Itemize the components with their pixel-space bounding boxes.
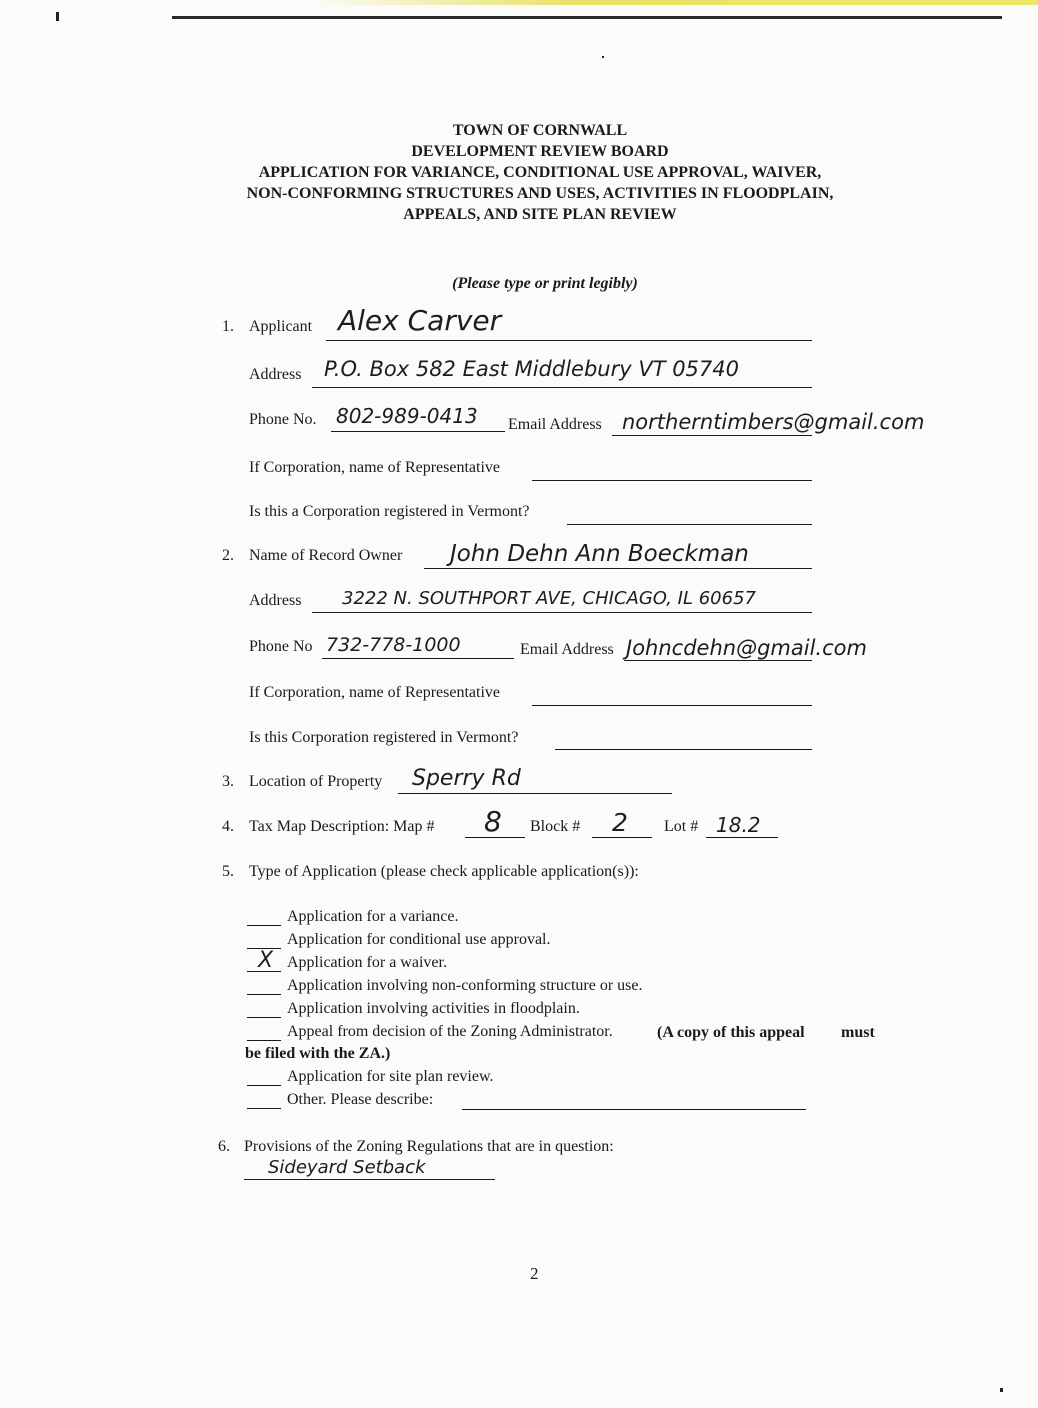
owner-corp-vt-label: Is this Corporation registered in Vermont? (249, 729, 519, 746)
option-conditional-use: Application for conditional use approval. (287, 931, 551, 948)
item-number: 6. (218, 1138, 230, 1155)
lot-label: Lot # (664, 818, 699, 835)
applicant-address-field[interactable] (312, 387, 812, 388)
appeal-note-cont: be filed with the ZA.) (245, 1045, 391, 1062)
taxmap-label: Tax Map Description: Map # (249, 818, 435, 835)
header-title-1: APPLICATION FOR VARIANCE, CONDITIONAL USE APPROVAL, WAIVER, (258, 164, 822, 181)
lot-number-value: 18.2 (716, 813, 761, 837)
owner-value: John Dehn Ann Boeckman (450, 541, 749, 567)
applicant-label: Applicant (249, 318, 313, 335)
location-value: Sperry Rd (412, 766, 521, 791)
appeal-note-must: must (841, 1024, 875, 1041)
applicant-corp-rep-label: If Corporation, name of Representative (249, 459, 501, 476)
applicant-address-value: P.O. Box 582 East Middlebury VT 05740 (324, 357, 739, 381)
checkbox-variance[interactable] (247, 925, 281, 926)
option-waiver: Application for a waiver. (287, 954, 447, 971)
location-field[interactable] (398, 793, 672, 794)
appeal-note: (A copy of this appeal (657, 1024, 805, 1041)
owner-address-label: Address (249, 592, 302, 609)
header-title-2: NON-CONFORMING STRUCTURES AND USES, ACTIVITIES IN FLOODPLAIN, (246, 185, 834, 202)
provisions-value: Sideyard Setback (268, 1157, 426, 1178)
option-floodplain: Application involving activities in floodplain. (287, 1000, 580, 1017)
owner-field[interactable] (424, 568, 812, 569)
scan-speck (602, 56, 604, 58)
item-number: 5. (222, 863, 234, 880)
owner-phone-label: Phone No (249, 638, 313, 655)
applicant-email-label: Email Address (508, 416, 602, 433)
option-variance: Application for a variance. (287, 908, 459, 925)
header-board: DEVELOPMENT REVIEW BOARD (411, 143, 669, 160)
header-title-3: APPEALS, AND SITE PLAN REVIEW (403, 206, 677, 223)
option-site-plan: Application for site plan review. (287, 1068, 494, 1085)
option-appeal: Appeal from decision of the Zoning Administrator. (287, 1023, 613, 1040)
option-non-conforming: Application involving non-conforming structure or use. (287, 977, 643, 994)
owner-label: Name of Record Owner (249, 547, 403, 564)
owner-phone-field[interactable] (322, 658, 514, 659)
applicant-corp-vt-field[interactable] (567, 524, 812, 525)
owner-corp-rep-field[interactable] (532, 705, 812, 706)
block-label: Block # (530, 818, 581, 835)
item-number: 1. (222, 318, 234, 335)
location-label: Location of Property (249, 773, 383, 790)
lot-number-field[interactable] (706, 837, 778, 838)
checkbox-floodplain[interactable] (247, 1017, 281, 1018)
applicant-address-label: Address (249, 366, 302, 383)
waiver-check-mark: X (258, 948, 274, 973)
applicant-phone-label: Phone No. (249, 411, 317, 428)
block-number-field[interactable] (592, 837, 652, 838)
block-number-value: 2 (612, 808, 628, 837)
scan-edge-tint (0, 0, 1038, 5)
item-number: 2. (222, 547, 234, 564)
applicant-corp-rep-field[interactable] (532, 480, 812, 481)
checkbox-non-conforming[interactable] (247, 994, 281, 995)
applicant-corp-vt-label: Is this a Corporation registered in Vermont? (249, 503, 530, 520)
owner-address-field[interactable] (312, 612, 812, 613)
other-description-field[interactable] (462, 1109, 806, 1110)
applicant-value: Alex Carver (338, 304, 502, 337)
print-instruction: (Please type or print legibly) (452, 275, 638, 292)
scan-speck (56, 12, 59, 21)
scan-speck (1000, 1388, 1003, 1392)
applicant-phone-field[interactable] (331, 431, 505, 432)
checkbox-other[interactable] (247, 1108, 281, 1109)
item-number: 3. (222, 773, 234, 790)
applicant-phone-value: 802-989-0413 (336, 404, 478, 428)
owner-email-label: Email Address (520, 641, 614, 658)
option-other: Other. Please describe: (287, 1091, 434, 1108)
applicant-email-value: northerntimbers@gmail.com (622, 410, 925, 434)
checkbox-site-plan[interactable] (247, 1085, 281, 1086)
owner-corp-rep-label: If Corporation, name of Representative (249, 684, 501, 701)
owner-address-value: 3222 N. SOUTHPORT AVE, CHICAGO, IL 60657 (342, 588, 756, 609)
provisions-label: Provisions of the Zoning Regulations that are in question: (244, 1138, 614, 1155)
checkbox-appeal[interactable] (247, 1040, 281, 1041)
page-number: 2 (530, 1264, 539, 1283)
owner-email-value: Johncdehn@gmail.com (626, 636, 867, 660)
applicant-field[interactable] (326, 340, 812, 341)
header-town: TOWN OF CORNWALL (452, 122, 628, 139)
owner-email-field[interactable] (624, 660, 812, 661)
provisions-field[interactable] (244, 1179, 495, 1180)
owner-corp-vt-field[interactable] (555, 749, 812, 750)
top-rule (172, 16, 1002, 19)
applicant-email-field[interactable] (612, 435, 812, 436)
owner-phone-value: 732-778-1000 (326, 634, 461, 656)
item-number: 4. (222, 818, 234, 835)
form-header (0, 120, 1038, 225)
map-number-value: 8 (484, 805, 502, 838)
app-type-label: Type of Application (please check applicable application(s)): (249, 863, 639, 880)
